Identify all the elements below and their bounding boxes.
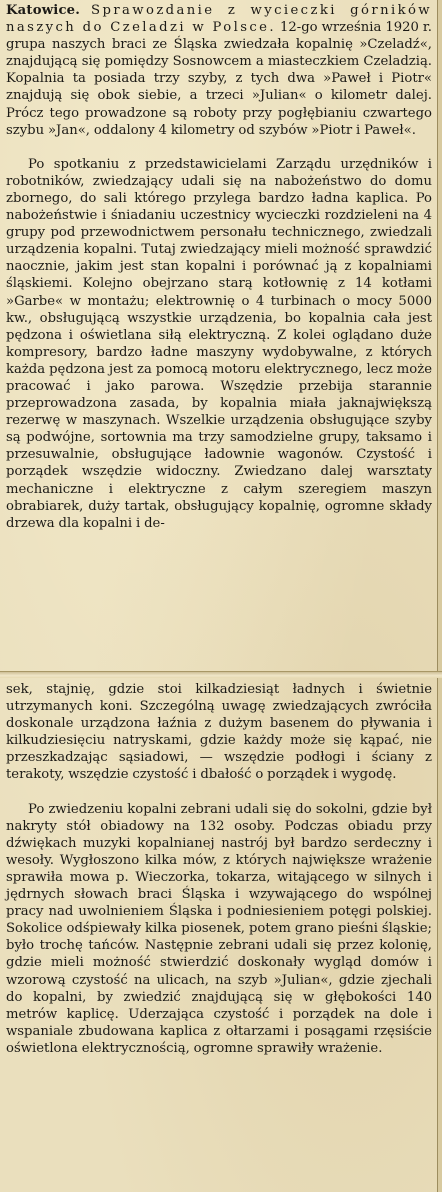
clipping-fold-line: [0, 671, 442, 678]
column-edge: [437, 0, 442, 1192]
article-paragraph-2: Po spotkaniu z przedstawicielami Zarządu urzędników i robotników, zwiedzający udali się na nabożeństwo do domu zbornego, do sali którego przylega bardzo ładna kaplica. Po nabożeństwie i śniadaniu uczestnicy wycieczki rozdzieleni na 4 grupy pod przewodnictwem personału technicznego, zwiedzali urządzenia kopalni. Tutaj zwiedzający mieli możność sprawdzić naocznie, jakim jest stan kopalni i porównać ją z kopalniami śląskiemi. Kolejno obejrzano starą kotłownię z 14 kotłami »Garbe« w montażu; elektrownię o 4 turbinach o mocy 5000 kw., obsługującą wszystkie urządzenia, bo kopalnia cała jest pędzona i oświetlana siłą elektryczną. Z kolei oglądano duże kompresory, bardzo ładne maszyny wydobywalne, z których każda pędzona jest za pomocą motoru elektrycznego, lecz może pracować i jako parowa. Wszędzie przebija starannie przeprowadzona zasada, by kopalnia miała jaknajwiększą rezerwę w maszynach. Wszelkie urządzenia obsługujące szyby są podwójne, sortownia ma trzy samodzielne grupy, taksamo i przesuwalnie, obsługujące ładownie wagonów. Czystość i porządek wszędzie widoczny. Zwiedzano dalej warsztaty mechaniczne i elektryczne z całym szeregiem maszyn obrabiarek, duży tartak, obsługujący kopalnię, ogromne składy drzewa dla kopalni i de-: [6, 156, 432, 531]
dateline-location: Katowice.: [6, 3, 81, 18]
article-paragraph-2-continued: sek, stajnię, gdzie stoi kilkadziesiąt ładnych i świetnie utrzymanych koni. Szczególną uwagę zwiedzających zwróciła doskonale urządzona łaźnia z dużym basenem do pływania i kilkudziesięciu natryskami, gdzie każdy może się kąpać, nie przeszkadzając sąsiadowi, — wszędzie podłogi i ściany z terakoty, wszędzie czystość i dbałość o porządek i wygodę.: [6, 682, 432, 783]
article-column-bottom: [6, 681, 432, 1057]
article-paragraph-1: [6, 2, 432, 139]
article-paragraph-3: Po zwiedzeniu kopalni zebrani udali się do sokolni, gdzie był nakryty stół obiadowy na 132 osoby. Podczas obiadu przy dźwiękach muzyki kopalnianej nastrój był bardzo serdeczny i wesoły. Wygłoszono kilka mów, z których największe wrażenie sprawiła mowa p. Wieczorka, tokarza, witającego w silnych i jędrnych słowach braci Śląska i wzywającego do wspólnej pracy nad uwolnieniem Śląska i podniesieniem potęgi polskiej. Sokolice odśpiewały kilka piosenek, potem grano pieśni śląskie; było trochę tańców. Następnie zebrani udali się przez kolonię, gdzie mieli możność stwierdzić doskonały wygląd domów i wzorową czystość na ulicach, na szyb »Julian«, gdzie zjechali do kopalni, by zwiedzić znajdującą się w głębokości 140 metrów kaplicę. Uderzająca czystość i porządek na dole i wspaniale zbudowana kaplica z ołtarzami i posągami rzęsiście oświetlona elektrycznością, ogromne sprawiły wrażenie.: [6, 801, 432, 1056]
paragraph-1-body: 12-go września 1920 r. grupa naszych braci ze Śląska zwiedzała kopalnię »Czeladź«, znajdującą się pomiędzy Sosnowcem a miasteczkiem Czeladzią. Kopalnia ta posiada trzy szyby, z tych dwa »Paweł i Piotr« znajdują się obok siebie, a trzeci »Julian« o kilometr dalej. Prócz tego prowadzone są roboty przy pogłębianiu czwartego szybu »Jan«, oddalony 4 kilometry od szybów »Piotr i Paweł«.: [6, 20, 432, 138]
article-column-top: [6, 2, 432, 532]
article-headline: Sprawozdanie z wycieczki górników naszych do Czeladzi w Polsce.: [6, 3, 432, 36]
